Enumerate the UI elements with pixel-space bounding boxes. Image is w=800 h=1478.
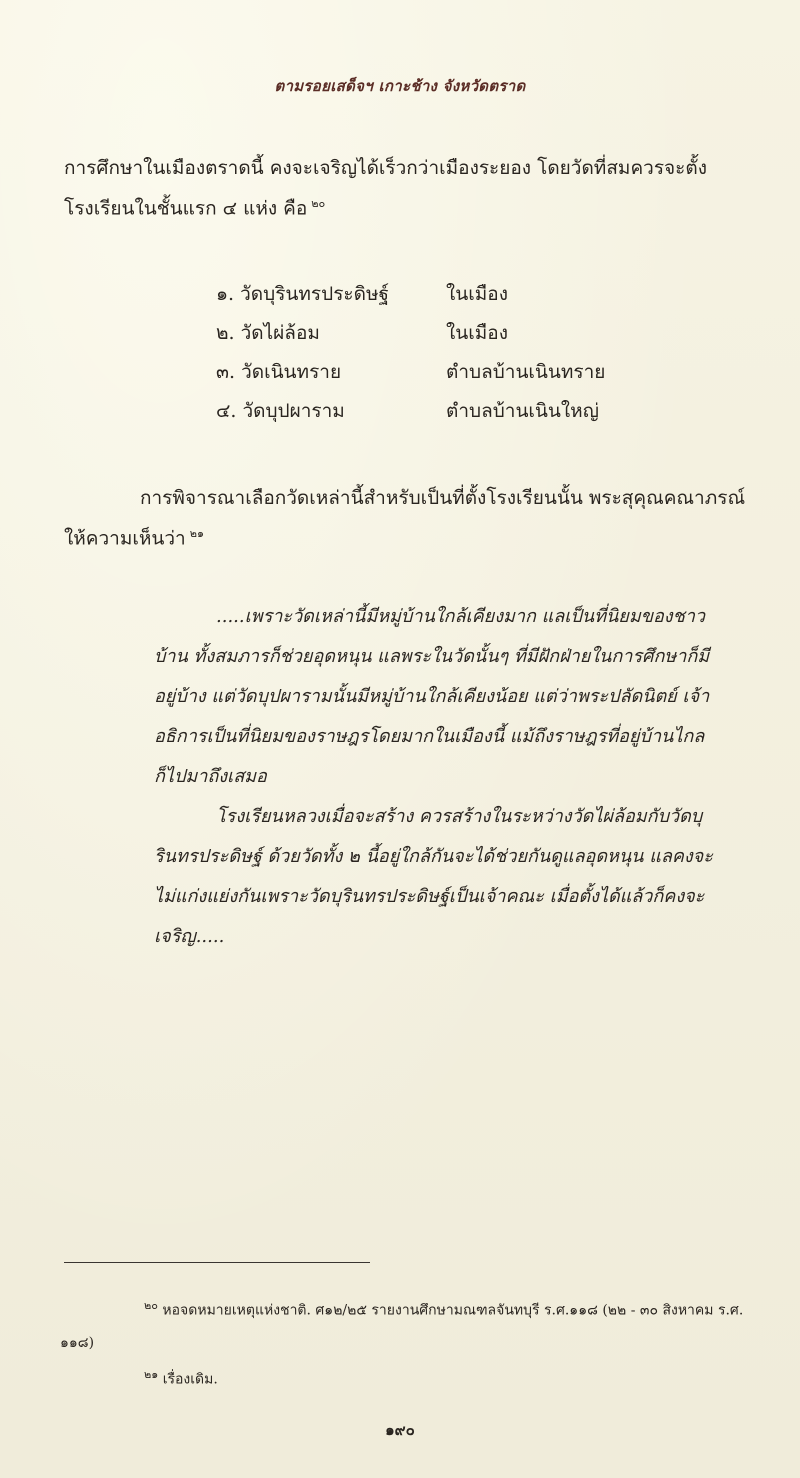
running-header: ตามรอยเสด็จฯ เกาะช้าง จังหวัดตราด — [274, 77, 526, 95]
intro-text: การศึกษาในเมืองตราดนี้ คงจะเจริญได้เร็วกว่าเมืองระยอง โดยวัดที่สมควรจะตั้งโรงเรียนในชั้นแรก ๔ แห่ง คือ — [64, 157, 707, 220]
wat-list — [216, 274, 666, 430]
wat-location: ในเมือง — [446, 321, 508, 344]
footnote-20 — [60, 1290, 780, 1359]
list-item — [216, 352, 666, 391]
list-item — [216, 313, 666, 352]
wat-name: ๓. วัดเนินทราย — [216, 360, 342, 383]
footnote-ref-21: ๒๑ — [189, 527, 204, 540]
intro-paragraph — [64, 150, 764, 226]
block-quote — [154, 597, 714, 957]
footnotes — [60, 1290, 780, 1395]
list-item — [216, 391, 666, 430]
consideration-paragraph — [64, 480, 764, 556]
footnote-divider — [64, 1262, 370, 1263]
wat-name: ๑. วัดบุรินทรประดิษฐ์ — [216, 282, 389, 305]
quote-paragraph-2: โรงเรียนหลวงเมื่อจะสร้าง ควรสร้างในระหว่างวัดไผ่ล้อมกับวัดบุรินทรประดิษฐ์ ด้วยวัดทั้ง ๒ นี้อยู่ใกล้กันจะได้ช่วยกันดูแลอุดหนุน แลคงจะไม่แก่งแย่งกันเพราะวัดบุรินทรประดิษฐ์เป็นเจ้าคณะ เมื่อตั้งได้แล้วก็คงจะเจริญ..... — [154, 806, 713, 947]
wat-name: ๔. วัดบุปผาราม — [216, 399, 345, 422]
footnote-mark: ๒๑ — [144, 1367, 159, 1381]
page-number: ๑๙๐ — [385, 1421, 415, 1439]
footnote-21 — [60, 1359, 780, 1396]
wat-location: ในเมือง — [446, 282, 508, 305]
wat-location: ตำบลบ้านเนินทราย — [446, 360, 606, 383]
list-item — [216, 274, 666, 313]
wat-location: ตำบลบ้านเนินใหญ่ — [446, 399, 599, 422]
footnote-ref-20: ๒๐ — [311, 197, 326, 210]
consideration-text: การพิจารณาเลือกวัดเหล่านี้สำหรับเป็นที่ตั้งโรงเรียนนั้น พระสุคุณคณาภรณ์ ให้ความเห็นว่า — [64, 487, 746, 550]
footnote-text: เรื่องเดิม. — [162, 1371, 218, 1388]
quote-paragraph-1: .....เพราะวัดเหล่านี้มีหมู่บ้านใกล้เคียงมาก แลเป็นที่นิยมของชาวบ้าน ทั้งสมภารก็ช่วยอุดหนุน แลพระในวัดนั้นๆ ที่มีฝักฝ่ายในการศึกษาก็มีอยู่บ้าง แต่วัดบุปผารามนั้นมีหมู่บ้านใกล้เคียงน้อย แต่ว่าพระปลัดนิตย์ เจ้าอธิการเป็นที่นิยมของราษฎรโดยมากในเมืองนี้ แม้ถึงราษฎรที่อยู่บ้านไกลก็ไปมาถึงเสมอ — [154, 606, 710, 787]
footnote-mark: ๒๐ — [144, 1299, 158, 1312]
wat-name: ๒. วัดไผ่ล้อม — [216, 321, 320, 344]
footnote-text: หอจดหมายเหตุแห่งชาติ. ศ๑๒/๒๕ รายงานศึกษามณฑลจันทบุรี ร.ศ.๑๑๘ (๒๒ - ๓๐ สิงหาคม ร.ศ. ๑๑๘) — [60, 1302, 744, 1351]
